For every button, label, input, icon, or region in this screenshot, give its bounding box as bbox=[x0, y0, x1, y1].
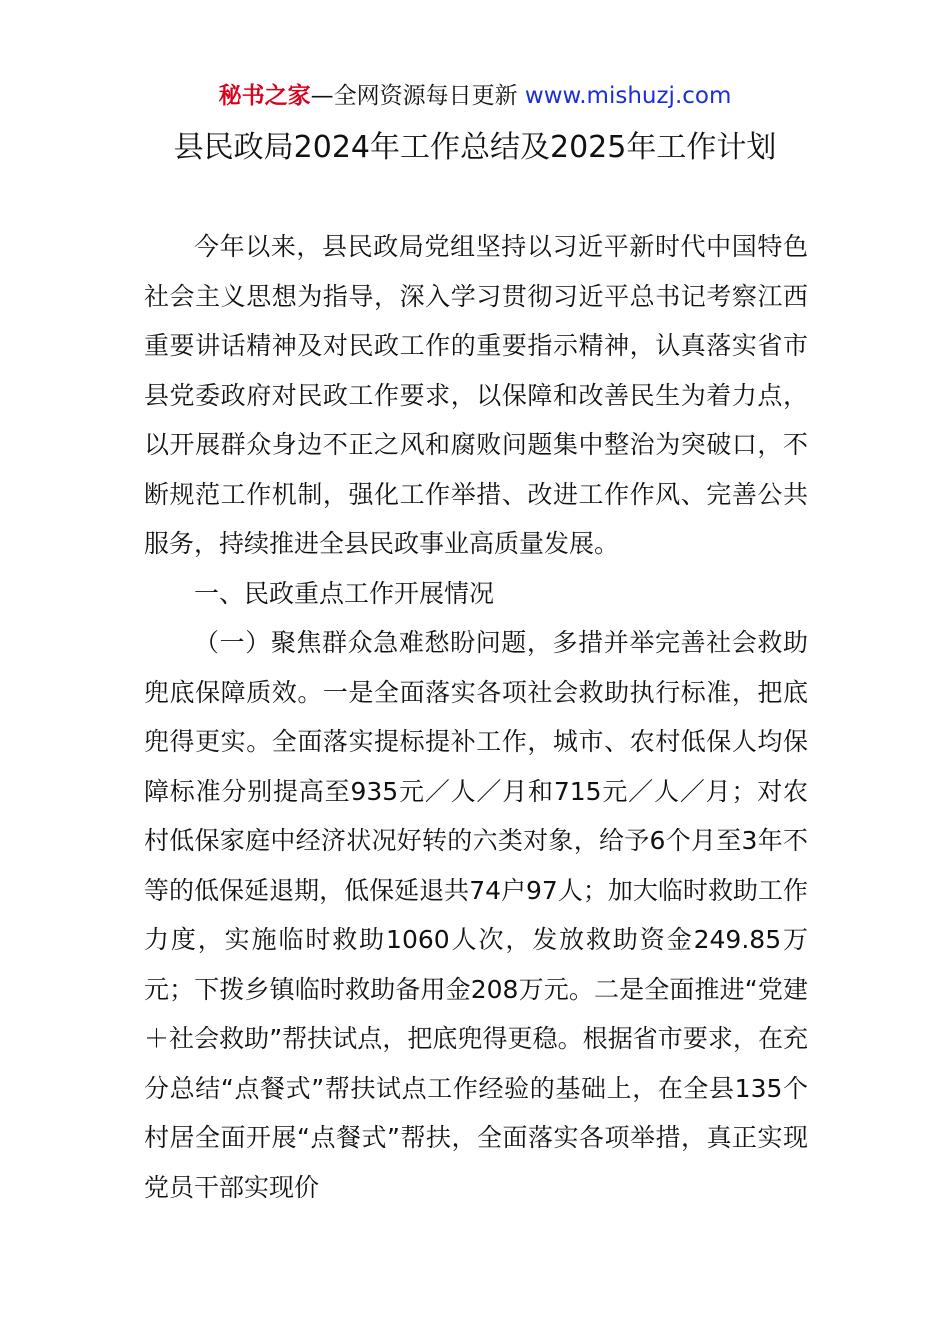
site-url-link[interactable]: www.mishuzj.com bbox=[524, 83, 732, 109]
document-body bbox=[144, 222, 808, 1212]
site-tagline: —全网资源每日更新 bbox=[310, 83, 525, 109]
document-title: 县民政局2024年工作总结及2025年工作计划 bbox=[173, 130, 777, 165]
section-heading: 一、民政重点工作开展情况 bbox=[194, 578, 495, 608]
site-header bbox=[0, 80, 950, 112]
subsection-paragraph: （一）聚焦群众急难愁盼问题，多措并举完善社会救助兜底保障质效。一是全面落实各项社会救助执行标准，把底兜得更实。全面落实提标提补工作，城市、农村低保人均保障标准分别提高至935元／人／月和715元／人／月；对农村低保家庭中经济状况好转的六类对象，给予6个月至3年不等的低保延退期，低保延退共74户97人；加大临时救助工作力度，实施临时救助1060人次，发放救助资金249.85万元；下拨乡镇临时救助备用金208万元。二是全面推进“党建＋社会救助”帮扶试点，把底兜得更稳。根据省市要求，在充分总结“点餐式”帮扶试点工作经验的基础上，在全县135个村居全面开展“点餐式”帮扶，全面落实各项举措，真正实现党员干部实现价 bbox=[144, 628, 808, 1202]
intro-paragraph: 今年以来，县民政局党组坚持以习近平新时代中国特色社会主义思想为指导，深入学习贯彻习近平总书记考察江西重要讲话精神及对民政工作的重要指示精神，认真落实省市县党委政府对民政工作要求，以保障和改善民生为着力点，以开展群众身边不正之风和腐败问题集中整治为突破口，不断规范工作机制，强化工作举措、改进工作作风、完善公共服务，持续推进全县民政事业高质量发展。 bbox=[144, 232, 808, 558]
brand-name: 秘书之家 bbox=[218, 83, 311, 109]
